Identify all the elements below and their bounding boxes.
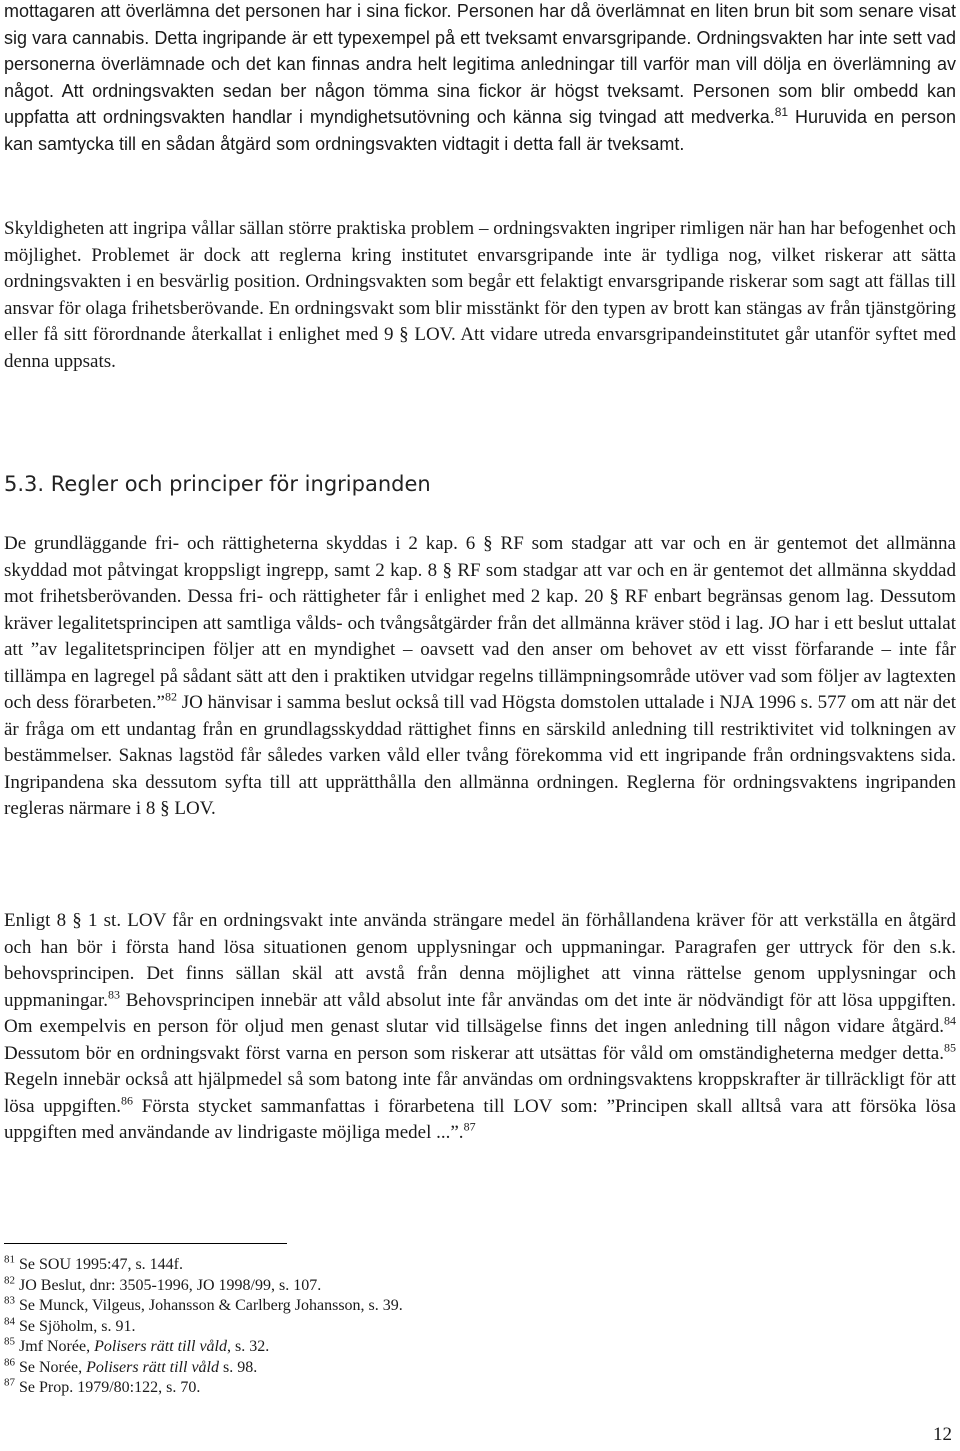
footnote-separator <box>4 1243 287 1244</box>
section-heading: 5.3. Regler och principer för ingripanden <box>4 472 431 496</box>
footnote-82: $^{82}$ JO Beslut, dnr: 3505-1996, JO 1998/99, s. 107. <box>4 1274 322 1294</box>
paragraph-behovsprincipen: Enligt 8 § 1 st. LOV får en ordningsvakt inte använda strängare medel än förhållandena kräver för att verkställa en åtgärd och han bör i första hand lösa situationen genom upplysningar och uppmaningar. Paragrafen ger uttryck för den s.k. behovsprincipen. Det finns sällan skäl att avstå från denna möjlighet att vinna rättelse genom upplysningar och uppmaningar.$^{83}$ Behovsprincipen innebär att våld absolut inte får användas om det inte är nödvändigt för att lösa uppgiften. Om exempelvis en person för oljud men genast slutar vid tillsägelse finns det ingen anledning till någon vidare åtgärd.$^{84}$ Dessutom bör en ordningsvakt först varna en person som riskerar att utsättas för våld om omständigheterna medger detta.$^{85}$ Regeln innebär också att hjälpmedel så som batong inte får användas om ordningsvaktens kroppskrafter är tillräckligt för att lösa uppgiften.$^{86}$ Första stycket sammanfattas i förarbetena till LOV som: ”Principen skall alltså vara att försöka lösa uppgiften med användande av lindrigaste möjliga medel ...”.$^{87}$ <box>4 910 957 1143</box>
footnote-ref-86[interactable]: 86 <box>121 1093 133 1108</box>
footnote-81: $^{81}$ Se SOU 1995:47, s. 144f. <box>4 1253 184 1273</box>
footnote-ref-81[interactable]: 81 <box>774 105 789 119</box>
footnote-ref-84[interactable]: 84 <box>944 1013 956 1028</box>
footnote-ref-87[interactable]: 87 <box>463 1119 476 1134</box>
footnote-ref-85[interactable]: 85 <box>944 1040 956 1055</box>
footnote-85: $^{85}$ Jmf Norée, Polisers rätt till våld, s. 32. <box>4 1335 270 1355</box>
footnote-ref-83[interactable]: 83 <box>107 987 120 1002</box>
footnote-83: $^{83}$ Se Munck, Vilgeus, Johansson & Carlberg Johansson, s. 39. <box>4 1294 403 1314</box>
footnote-86: $^{86}$ Se Norée, Polisers rätt till våld s. 98. <box>4 1356 258 1376</box>
footnotes-list <box>4 1255 944 1399</box>
footnote-84: $^{84}$ Se Sjöholm, s. 91. <box>4 1315 136 1335</box>
paragraph-grundlaggande-rattigheter: De grundläggande fri- och rättigheterna skyddas i 2 kap. 6 § RF som stadgar att var och en är gentemot det allmänna skyddad mot påtvingat kroppsligt ingrepp, samt 2 kap. 8 § RF som stadgar att var och en är gentemot det allmänna skyddad mot frihetsberövanden. Dessa fri- och rättigheter får i enlighet med 2 kap. 20 § RF enbart begränsas genom lag. Dessutom kräver legalitetsprincipen att samtliga vålds- och tvångsåtgärder från det allmänna kräver stöd i lag. JO har i ett beslut uttalat att ”av legalitetsprincipen följer att en myndighet – oavsett vad den anser om behovet av ett visst förfarande – inte får tillämpa en lagregel på sådant sätt att den i praktiken utvidgar regelns tillämpningsområde utöver vad som följer av lagtexten och dess förarbeten.”$^{82}$ JO hänvisar i samma beslut också till vad Högsta domstolen uttalade i NJA 1996 s. 577 om att när det är fråga om ett undantag från en grundlagsskyddad rättighet finns en särskild anledning till restriktivitet vid tolkningen av bestämmelser. Saknas lagstöd får således varken våld eller tvång förekomma vid ett ingripande från ordningsvaktens sida. Ingripandena ska dessutom syfta till att upprätthålla den allmänna ordningen. Reglerna för ordningsvaktens ingripanden regleras närmare i 8 § LOV. <box>4 533 956 819</box>
paragraph-skyldighet: Skyldigheten att ingripa vållar sällan större praktiska problem – ordningsvakten ingriper rimligen när han har befogenhet och möjlighet. Problemet är dock att reglerna kring institutet envarsgripande inte är tydliga nog, vilket riskerar att sätta ordningsvakten i en besvärlig position. Ordningsvakten som begår ett felaktigt envarsgripande riskerar som sagt att fällas till ansvar för olaga frihetsberövande. En ordningsvakt som blir misstänkt för den typen av brott kan stängas av från tjänstgöring eller få sitt förordnande återkallat i enlighet med 9 § LOV. Att vidare utreda envarsgripandeinstitutet går utanför syftet med denna uppsats. <box>4 218 956 372</box>
paragraph-envarsgripande-example: mottagaren att överlämna det personen har i sina fickor. Personen har då överlämnat en liten brun bit som senare visat sig vara cannabis. Detta ingripande är ett typexempel på ett tveksamt envarsgripande. Ordningsvakten har inte sett vad personerna överlämnade och det kan finnas andra helt legitima anledningar till varför man vill dölja en överlämning av något. Att ordningsvakten sedan ber någon tömma sina fickor är högst tveksamt. Personen som blir ombedd kan uppfatta att ordningsvakten handlar i myndighetsutövning och känna sig tvingad att medverka.$^{81}$ Huruvida en person kan samtycka till en sådan åtgärd som ordningsvakten vidtagit i detta fall är tveksamt. <box>4 1 956 154</box>
footnote-87: $^{87}$ Se Prop. 1979/80:122, s. 70. <box>4 1376 201 1396</box>
page-number: 12 <box>933 1424 952 1445</box>
footnote-ref-82[interactable]: 82 <box>164 689 177 704</box>
